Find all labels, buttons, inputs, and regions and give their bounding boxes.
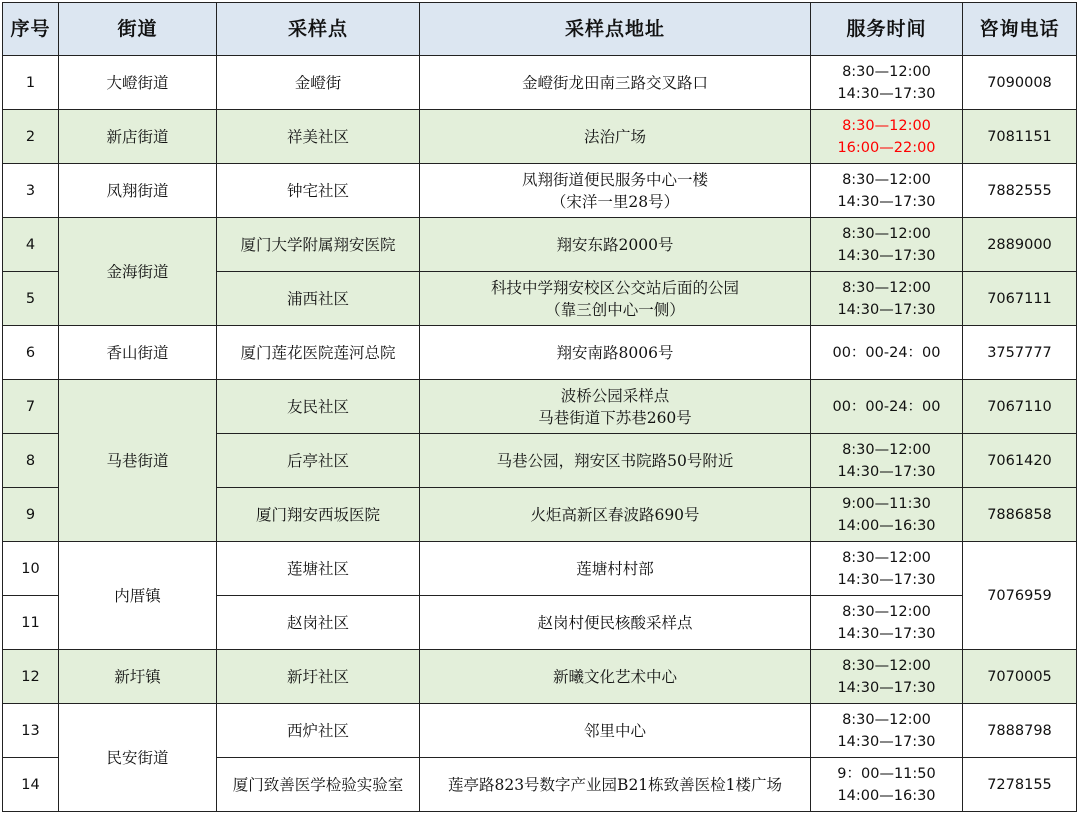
row-phone: 7882555 <box>963 164 1077 218</box>
time-line: 14:30—17:30 <box>837 247 936 264</box>
sampling-sites-table <box>2 2 1077 812</box>
row-service-time <box>811 434 963 488</box>
time-line: 8:30—12:00 <box>842 279 931 296</box>
time-line: 14:30—17:30 <box>837 733 936 750</box>
address-line: 波桥公园采样点 <box>560 386 670 405</box>
row-no: 11 <box>3 596 59 650</box>
row-no: 4 <box>3 218 59 272</box>
address-line: 翔安东路2000号 <box>556 235 674 254</box>
row-service-time <box>811 758 963 812</box>
row-service-time <box>811 596 963 650</box>
row-phone: 7067110 <box>963 380 1077 434</box>
row-site: 浦西社区 <box>217 272 420 326</box>
row-no: 10 <box>3 542 59 596</box>
row-phone: 7278155 <box>963 758 1077 812</box>
row-address <box>420 758 811 812</box>
time-line: 8:30—12:00 <box>842 441 931 458</box>
col-header-phone: 咨询电话 <box>963 3 1077 56</box>
col-header-street: 街道 <box>59 3 217 56</box>
row-address <box>420 272 811 326</box>
row-no: 1 <box>3 56 59 110</box>
header-row <box>3 3 1077 56</box>
table-row <box>3 380 1077 434</box>
time-line: 00：00-24：00 <box>832 398 941 415</box>
row-site: 新圩社区 <box>217 650 420 704</box>
time-line: 16:00—22:00 <box>837 139 936 156</box>
row-site: 厦门大学附属翔安医院 <box>217 218 420 272</box>
time-line: 14:30—17:30 <box>837 625 936 642</box>
time-line: 8:30—12:00 <box>842 549 931 566</box>
table-row <box>3 704 1077 758</box>
time-line: 14:30—17:30 <box>837 193 936 210</box>
row-phone: 3757777 <box>963 326 1077 380</box>
row-no: 3 <box>3 164 59 218</box>
row-no: 13 <box>3 704 59 758</box>
row-site: 金嶝街 <box>217 56 420 110</box>
address-line: 莲亭路823号数字产业园B21栋致善医检1楼广场 <box>447 775 783 794</box>
row-phone: 7081151 <box>963 110 1077 164</box>
address-line: 科技中学翔安校区公交站后面的公园 <box>490 278 739 297</box>
row-site: 莲塘社区 <box>217 542 420 596</box>
row-street: 新圩镇 <box>59 650 217 704</box>
row-street: 民安街道 <box>59 704 217 812</box>
address-line: 邻里中心 <box>583 721 646 740</box>
row-service-time <box>811 704 963 758</box>
col-header-no: 序号 <box>3 3 59 56</box>
time-line: 00：00-24：00 <box>832 344 941 361</box>
time-line: 14:00—16:30 <box>837 787 936 804</box>
row-no: 8 <box>3 434 59 488</box>
row-service-time <box>811 272 963 326</box>
row-address <box>420 542 811 596</box>
time-line: 8:30—12:00 <box>842 117 931 134</box>
row-service-time <box>811 218 963 272</box>
row-address <box>420 380 811 434</box>
row-street: 大嶝街道 <box>59 56 217 110</box>
time-line: 8:30—12:00 <box>842 63 931 80</box>
row-service-time <box>811 326 963 380</box>
row-no: 6 <box>3 326 59 380</box>
row-site: 友民社区 <box>217 380 420 434</box>
row-phone: 7888798 <box>963 704 1077 758</box>
row-address <box>420 650 811 704</box>
address-line: 赵岗村便民核酸采样点 <box>537 613 693 632</box>
time-line: 14:30—17:30 <box>837 679 936 696</box>
address-line: （宋洋一里28号） <box>550 192 680 211</box>
time-line: 9:00—11:30 <box>842 495 931 512</box>
col-header-site: 采样点 <box>217 3 420 56</box>
row-street: 金海街道 <box>59 218 217 326</box>
row-address <box>420 164 811 218</box>
row-no: 2 <box>3 110 59 164</box>
row-site: 赵岗社区 <box>217 596 420 650</box>
row-address <box>420 326 811 380</box>
row-address <box>420 704 811 758</box>
row-phone: 7076959 <box>963 542 1077 650</box>
row-service-time <box>811 56 963 110</box>
row-address <box>420 434 811 488</box>
time-line: 14:30—17:30 <box>837 463 936 480</box>
row-phone: 2889000 <box>963 218 1077 272</box>
row-site: 西炉社区 <box>217 704 420 758</box>
time-line: 8:30—12:00 <box>842 225 931 242</box>
row-street: 凤翔街道 <box>59 164 217 218</box>
address-line: 莲塘村村部 <box>576 559 654 578</box>
address-line: 马巷公园，翔安区书院路50号附近 <box>496 451 734 470</box>
table-row <box>3 650 1077 704</box>
row-phone: 7067111 <box>963 272 1077 326</box>
time-line: 14:30—17:30 <box>837 571 936 588</box>
table-row <box>3 218 1077 272</box>
time-line: 14:30—17:30 <box>837 301 936 318</box>
col-header-address: 采样点地址 <box>420 3 811 56</box>
time-line: 9：00—11:50 <box>837 765 936 782</box>
table-row <box>3 542 1077 596</box>
row-address <box>420 596 811 650</box>
address-line: 法治广场 <box>583 127 646 146</box>
row-service-time <box>811 164 963 218</box>
row-site: 厦门莲花医院莲河总院 <box>217 326 420 380</box>
row-phone: 7061420 <box>963 434 1077 488</box>
table-row <box>3 326 1077 380</box>
row-address <box>420 218 811 272</box>
row-no: 12 <box>3 650 59 704</box>
row-site: 厦门翔安西坂医院 <box>217 488 420 542</box>
row-service-time <box>811 380 963 434</box>
row-address <box>420 110 811 164</box>
row-street: 新店街道 <box>59 110 217 164</box>
table-row <box>3 56 1077 110</box>
table-row <box>3 164 1077 218</box>
row-service-time <box>811 542 963 596</box>
address-line: 火炬高新区春波路690号 <box>530 505 700 524</box>
address-line: 新曦文化艺术中心 <box>552 667 677 686</box>
row-site: 祥美社区 <box>217 110 420 164</box>
time-line: 8:30—12:00 <box>842 711 931 728</box>
row-street: 内厝镇 <box>59 542 217 650</box>
time-line: 14:30—17:30 <box>837 85 936 102</box>
table-row <box>3 110 1077 164</box>
row-phone: 7070005 <box>963 650 1077 704</box>
row-phone: 7090008 <box>963 56 1077 110</box>
row-service-time <box>811 110 963 164</box>
row-service-time <box>811 650 963 704</box>
time-line: 8:30—12:00 <box>842 657 931 674</box>
row-site: 钟宅社区 <box>217 164 420 218</box>
row-address <box>420 56 811 110</box>
row-phone: 7886858 <box>963 488 1077 542</box>
row-street: 马巷街道 <box>59 380 217 542</box>
address-line: （靠三创中心一侧） <box>545 300 685 319</box>
col-header-service-time: 服务时间 <box>811 3 963 56</box>
row-no: 9 <box>3 488 59 542</box>
row-service-time <box>811 488 963 542</box>
address-line: 凤翔街道便民服务中心一楼 <box>521 170 708 189</box>
row-no: 7 <box>3 380 59 434</box>
row-street: 香山街道 <box>59 326 217 380</box>
time-line: 14:00—16:30 <box>837 517 936 534</box>
row-site: 厦门致善医学检验实验室 <box>217 758 420 812</box>
address-line: 金嶝街龙田南三路交叉路口 <box>521 73 708 92</box>
time-line: 8:30—12:00 <box>842 603 931 620</box>
row-site: 后亭社区 <box>217 434 420 488</box>
row-address <box>420 488 811 542</box>
time-line: 8:30—12:00 <box>842 171 931 188</box>
row-no: 5 <box>3 272 59 326</box>
address-line: 翔安南路8006号 <box>556 343 674 362</box>
row-no: 14 <box>3 758 59 812</box>
address-line: 马巷街道下苏巷260号 <box>538 408 692 427</box>
